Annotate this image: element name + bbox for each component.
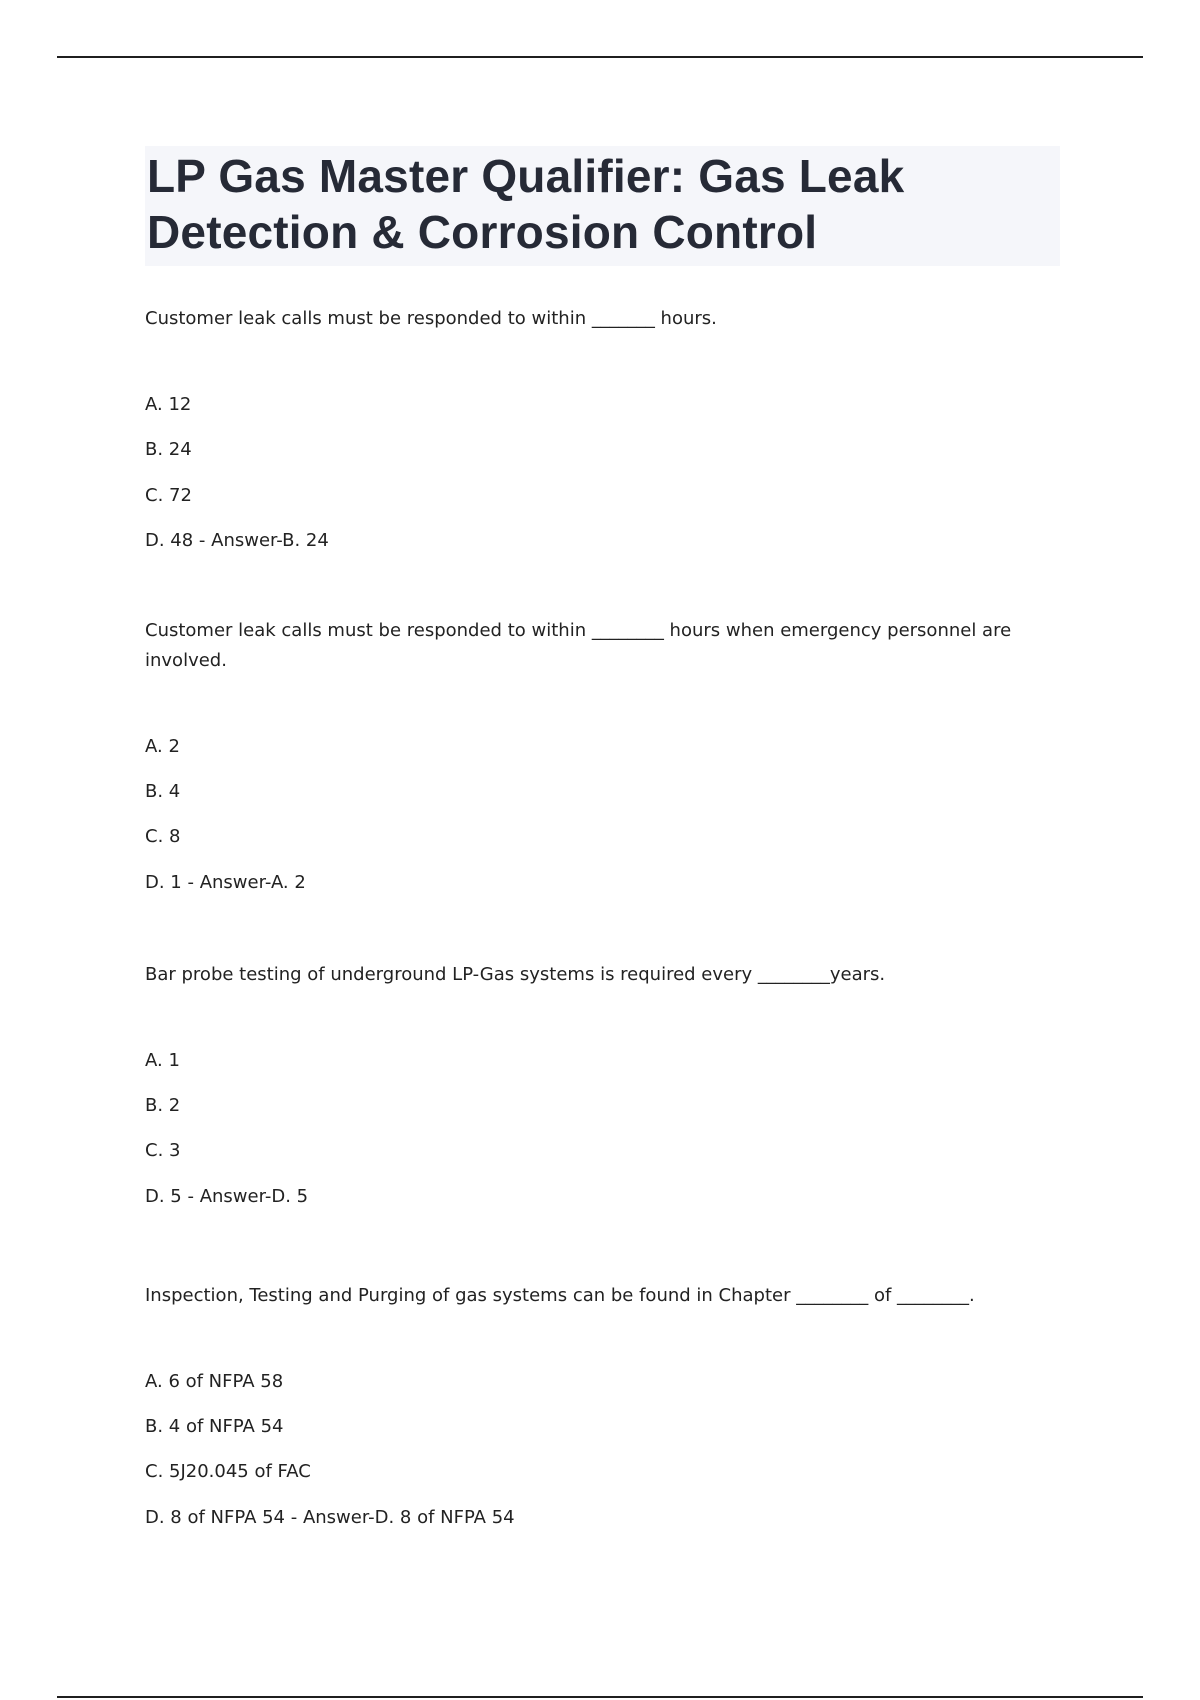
- option-a: A. 6 of NFPA 58: [145, 1370, 284, 1392]
- question-2: [145, 616, 1060, 896]
- option-b: B. 4 of NFPA 54: [145, 1415, 284, 1437]
- question-text: Customer leak calls must be responded to within ________ hours when emergency personnel are involved.: [145, 619, 1012, 671]
- question-text: Inspection, Testing and Purging of gas systems can be found in Chapter ________ of ________.: [145, 1284, 975, 1306]
- question-list: [145, 304, 1060, 1531]
- option-b: B. 24: [145, 439, 192, 461]
- question-4: [145, 1281, 1060, 1531]
- bottom-divider: [57, 1696, 1143, 1698]
- option-a: A. 1: [145, 1049, 180, 1071]
- option-c: C. 72: [145, 484, 192, 506]
- option-a: A. 12: [145, 394, 192, 415]
- option-a: A. 2: [145, 735, 180, 757]
- document-body: [145, 146, 1060, 1531]
- option-c: C. 5J20.045 of FAC: [145, 1461, 311, 1483]
- option-b: B. 4: [145, 781, 181, 803]
- option-d-with-answer: D. 48 - Answer-B. 24: [145, 529, 329, 551]
- top-divider: [57, 56, 1143, 58]
- answer-options: [145, 1369, 1060, 1531]
- option-d-with-answer: D. 5 - Answer-D. 5: [145, 1185, 309, 1207]
- option-b: B. 2: [145, 1095, 181, 1117]
- option-c: C. 3: [145, 1140, 181, 1162]
- answer-options: [145, 1048, 1060, 1210]
- title-banner: [145, 146, 1060, 266]
- page-title: LP Gas Master Qualifier: Gas Leak Detection & Corrosion Control: [147, 150, 905, 258]
- question-text: Customer leak calls must be responded to within _______ hours.: [145, 308, 717, 329]
- answer-options: [145, 734, 1060, 896]
- option-d-with-answer: D. 8 of NFPA 54 - Answer-D. 8 of NFPA 54: [145, 1506, 515, 1528]
- question-1: [145, 304, 1060, 554]
- question-text: Bar probe testing of underground LP-Gas systems is required every ________years.: [145, 963, 886, 985]
- question-3: [145, 960, 1060, 1210]
- option-d-with-answer: D. 1 - Answer-A. 2: [145, 871, 306, 893]
- answer-options: [145, 392, 1060, 554]
- option-c: C. 8: [145, 826, 181, 848]
